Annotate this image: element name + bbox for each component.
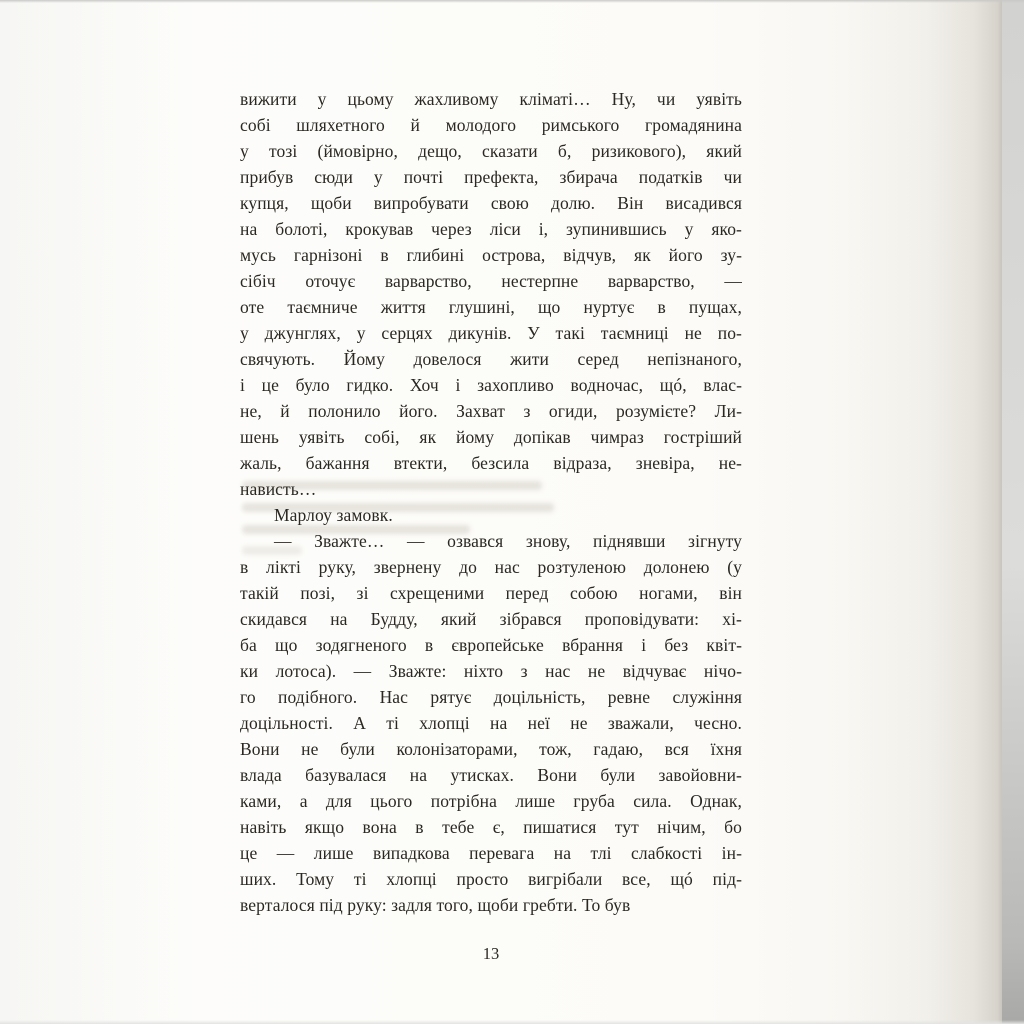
text-line: влада базувалася на утисках. Вони були завойовни-: [240, 765, 742, 785]
text-line: сібіч оточує варварство, нестерпне варварство, —: [240, 271, 742, 291]
text-line: у джунглях, у серцях дикунів. У такі таємниці не по-: [240, 323, 742, 343]
text-line: не, й полонило його. Захват з огиди, розумієте? Ли-: [240, 401, 742, 421]
text-line: верталося під руку: задля того, щоби гребти. То був: [240, 895, 631, 915]
text-line: це — лише випадкова перевага на тлі слабкості ін-: [240, 843, 742, 863]
paragraph: [240, 528, 742, 918]
text-line: в лікті руку, звернену до нас розтуленою долонею (у: [240, 557, 742, 577]
paragraph: [240, 502, 742, 528]
text-line: навіть якщо вона в тебе є, пишатися тут нічим, бо: [240, 817, 742, 837]
text-line: ками, а для цього потрібна лише груба сила. Однак,: [240, 791, 742, 811]
text-line: Марлоу замовк.: [274, 505, 393, 525]
text-line: го подібного. Нас рятує доцільність, ревне служіння: [240, 687, 742, 707]
page-curl-shadow: [842, 0, 1002, 1024]
text-line: у тозі (ймовірно, дещо, сказати б, ризикового), який: [240, 141, 742, 161]
paragraph: [240, 86, 742, 502]
page-gutter-shade: [0, 0, 200, 1024]
page-text: [240, 86, 742, 918]
text-line: свячують. Йому довелося жити серед непізнаного,: [240, 349, 742, 369]
text-line: оте таємниче життя глушині, що нуртує в пущах,: [240, 297, 742, 317]
text-line: нависть…: [240, 479, 317, 499]
text-line: шень уявіть собі, як йому допікав чимраз гостріший: [240, 427, 742, 447]
text-line: прибув сюди у почті префекта, збирача податків чи: [240, 167, 742, 187]
text-line: доцільності. А ті хлопці на неї не зважали, чесно.: [240, 713, 742, 733]
text-line: купця, щоби випробувати свою долю. Він висадився: [240, 193, 742, 213]
text-line: Вони не були колонізаторами, тож, гадаю, вся їхня: [240, 739, 742, 759]
text-line: ших. Тому ті хлопці просто вигрібали все, щó під-: [240, 869, 742, 889]
text-line: ба що зодягненого в європейське вбрання і без квіт-: [240, 635, 742, 655]
text-line: такій позі, зі схрещеними перед собою ногами, він: [240, 583, 742, 603]
scan-edge: [1002, 0, 1024, 1024]
text-line: скидався на Будду, який зібрався проповідувати: хі-: [240, 609, 742, 629]
text-line: собі шляхетного й молодого римського громадянина: [240, 115, 742, 135]
text-line: і це було гидко. Хоч і захопливо водночас, щó, влас-: [240, 375, 742, 395]
page-number: 13: [482, 944, 500, 963]
text-line: вижити у цьому жахливому кліматі… Ну, чи уявіть: [240, 89, 742, 109]
text-line: мусь гарнізоні в глибині острова, відчув, як його зу-: [240, 245, 742, 265]
text-line: ки лотоса). — Зважте: ніхто з нас не відчуває нічо-: [240, 661, 742, 681]
text-line: жаль, бажання втекти, безсила відраза, зневіра, не-: [240, 453, 742, 473]
text-line: на болоті, крокував через ліси і, зупинившись у яко-: [240, 219, 742, 239]
text-line: — Зважте… — озвався знову, піднявши зігнуту: [274, 531, 742, 551]
